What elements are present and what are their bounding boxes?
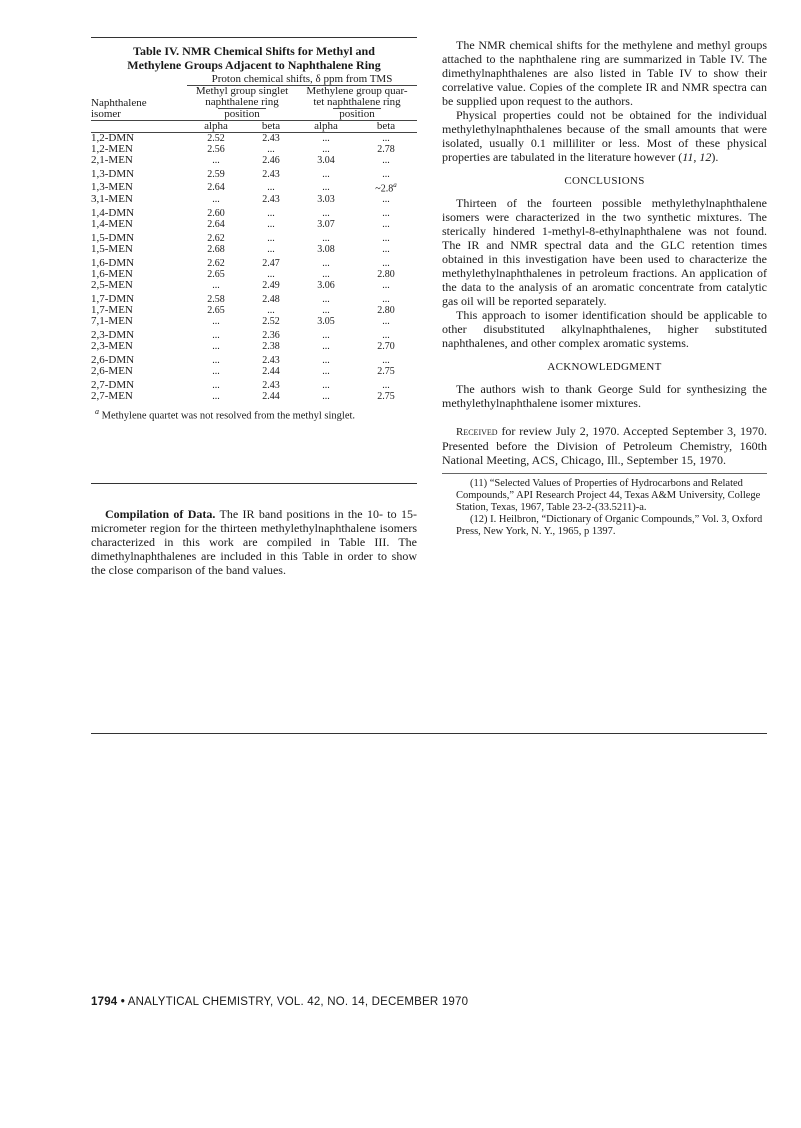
- shift-cell: 2.48: [262, 294, 280, 306]
- shift-cell: 2.52: [262, 316, 280, 328]
- shift-cell: 2.46: [262, 155, 280, 166]
- subheader-alpha-methylene: alpha: [297, 121, 355, 133]
- table-row: [91, 352, 417, 366]
- acknowledgment-paragraph: The authors wish to thank George Suld for synthesizing the methylethylnaphthalene isomer mixtures.: [442, 382, 767, 410]
- table-row: [91, 269, 417, 280]
- shift-cell: ...: [382, 380, 390, 392]
- reference-12: (12) I. Heilbron, “Dictionary of Organic Compounds,” Vol. 3, Oxford Press, New York, N. Y., 1965, p 1397.: [456, 514, 763, 537]
- table-caption: [91, 44, 417, 72]
- isomer-header-line-1: Naphthalene: [91, 97, 147, 109]
- shift-cell: ...: [322, 341, 330, 353]
- table-row: [91, 327, 417, 341]
- shift-cell: 3.03: [317, 194, 335, 206]
- shift-cell: 2.80: [377, 269, 395, 281]
- isomer-cell: 1,2-DMN: [91, 132, 135, 144]
- table-row: [91, 166, 417, 180]
- shift-cell: ...: [382, 280, 390, 292]
- shift-cell: 2.43: [262, 194, 280, 206]
- shift-cell: ~2.8$^a$: [375, 181, 397, 195]
- shift-cell: 2.68: [207, 244, 225, 256]
- proton-shift-header: Proton chemical shifts, δ ppm from TMS: [187, 74, 417, 86]
- shift-cell: 2.43: [262, 380, 280, 392]
- received-word: Received: [456, 426, 498, 438]
- conclusions-paragraph-2: This approach to isomer identification should be applicable to other disubstituted alkylnaphthalenes, higher substituted naphthalenes, and other complex aromatic systems.: [442, 308, 767, 350]
- isomer-cell: 1,5-DMN: [91, 232, 135, 245]
- shift-cell: ...: [322, 208, 330, 220]
- shift-cell: ...: [267, 244, 275, 256]
- shift-cell: ...: [322, 144, 330, 155]
- shift-cell: ...: [322, 366, 330, 378]
- table-caption-line-1: Table IV. NMR Chemical Shifts for Methyl and: [133, 44, 375, 58]
- shift-cell: 2.38: [262, 341, 280, 353]
- physical-properties-text: Physical properties could not be obtained for the individual methylethylnaphthalenes because of the small amounts that were isolated, usually 0.1 milliliter or less. Most of these physical properties are tabulated in the literature however (: [442, 108, 767, 164]
- isomer-cell: 2,7-DMN: [91, 379, 135, 392]
- shift-cell: 2.64: [207, 219, 225, 231]
- footnote-ref-mark: a: [393, 181, 397, 189]
- table-row: [91, 230, 417, 244]
- shift-cell: 2.43: [262, 355, 280, 367]
- isomer-cell: 1,4-MEN: [91, 218, 133, 231]
- table-row: [91, 133, 417, 145]
- shift-cell: 2.75: [377, 366, 395, 378]
- shift-cell: 2.52: [207, 133, 225, 144]
- shift-cell: ...: [212, 330, 220, 342]
- shift-cell: ...: [267, 208, 275, 220]
- shift-cell: ...: [212, 380, 220, 392]
- physical-properties-end: ).: [711, 150, 719, 164]
- shift-cell: 2.78: [377, 144, 395, 155]
- methyl-group-header-line-1: Methyl group singlet: [195, 85, 289, 97]
- isomer-header: [91, 86, 187, 121]
- isomer-cell: 3,1-MEN: [91, 193, 133, 206]
- shift-cell: ...: [212, 280, 220, 292]
- shift-cell: ...: [322, 305, 330, 317]
- table-row: [91, 219, 417, 230]
- isomer-cell: 1,3-MEN: [91, 180, 133, 193]
- isomer-cell: 2,3-MEN: [91, 340, 133, 353]
- isomer-cell: 1,7-DMN: [91, 293, 135, 306]
- shift-cell: ...: [212, 355, 220, 367]
- shift-cell: 2.58: [207, 294, 225, 306]
- shift-cell: 2.36: [262, 330, 280, 342]
- shift-cell: 2.47: [262, 258, 280, 270]
- page-footer: [91, 996, 468, 1008]
- nmr-shift-table: [91, 74, 417, 402]
- table-row: [91, 144, 417, 155]
- shift-cell: ...: [382, 294, 390, 306]
- shift-cell: ...: [212, 155, 220, 166]
- shift-cell: 2.65: [207, 305, 225, 317]
- received-text: for review July 2, 1970. Accepted September 3, 1970. Presented before the Division of Petroleum Chemistry, 160th National Meeting, ACS, Chicago, Ill., September 15, 1970.: [442, 424, 767, 467]
- methyl-group-header-line-2: naphthalene ring: [205, 96, 279, 108]
- shift-cell: 3.04: [317, 155, 335, 166]
- isomer-cell: 1,2-MEN: [91, 143, 133, 155]
- table-body: [91, 133, 417, 403]
- table-iv: [91, 44, 417, 423]
- table-row: [91, 391, 417, 402]
- table-row: [91, 255, 417, 269]
- shift-cell: 2.44: [262, 366, 280, 378]
- isomer-cell: 7,1-MEN: [91, 315, 133, 328]
- shift-cell: 2.62: [207, 233, 225, 245]
- shift-cell: ...: [382, 316, 390, 328]
- shift-cell: 2.44: [262, 391, 280, 403]
- shift-cell: ...: [382, 330, 390, 342]
- shift-cell: ...: [322, 269, 330, 281]
- bottom-rule: [91, 733, 767, 734]
- shift-cell: ...: [322, 355, 330, 367]
- table-row: [91, 205, 417, 219]
- conclusions-paragraph-1: Thirteen of the fourteen possible methylethylnaphthalene isomers were characterized in the two synthetic mixtures. The sterically hindered 1-methyl-8-ethylnaphthalene was not found. The IR and NMR spectral data and the GLC retention times obtained in this investigation have been used to characterize the methylethylnaphthalenes in petroleum fractions. An application of the data to the analysis of an aromatic concentrate from catalytic gas oil will be reported separately.: [442, 196, 767, 308]
- isomer-cell: 1,5-MEN: [91, 243, 133, 256]
- right-column: [442, 38, 767, 538]
- shift-cell: ...: [382, 155, 390, 166]
- methyl-group-header: [187, 86, 297, 121]
- methylene-group-header-line-2: tet naphthalene ring: [313, 96, 401, 108]
- shift-cell: ...: [212, 366, 220, 378]
- shift-cell: ...: [382, 169, 390, 180]
- compilation-paragraph: [91, 507, 417, 577]
- isomer-cell: 2,1-MEN: [91, 154, 133, 166]
- isomer-cell: 2,5-MEN: [91, 279, 133, 292]
- page-number: 1794: [91, 996, 118, 1008]
- shift-cell: 2.49: [262, 280, 280, 292]
- shift-cell: 2.64: [207, 181, 225, 193]
- shift-cell: ...: [382, 355, 390, 367]
- shift-cell: 3.08: [317, 244, 335, 256]
- journal-citation: ANALYTICAL CHEMISTRY, VOL. 42, NO. 14, DECEMBER 1970: [127, 996, 469, 1008]
- physical-properties-paragraph: [442, 108, 767, 164]
- references-rule: [442, 473, 767, 474]
- shift-cell: 2.70: [377, 341, 395, 353]
- footnote-text: Methylene quartet was not resolved from the methyl singlet.: [101, 410, 356, 422]
- shift-cell: ...: [322, 294, 330, 306]
- shift-cell: ...: [322, 258, 330, 270]
- shift-cell: ...: [267, 233, 275, 245]
- shift-cell: ...: [382, 244, 390, 256]
- table-row: [91, 366, 417, 377]
- shift-cell: ...: [267, 269, 275, 281]
- subheader-beta-methyl: beta: [245, 121, 297, 133]
- methyl-group-header-line-3: position: [218, 108, 265, 120]
- shift-cell: ...: [267, 181, 275, 193]
- isomer-cell: 2,6-DMN: [91, 354, 135, 367]
- isomer-header-line-2: isomer: [91, 108, 121, 120]
- methylene-group-header-line-1: Methylene group quar-: [306, 85, 408, 97]
- isomer-cell: 2,7-MEN: [91, 390, 133, 403]
- shift-cell: ...: [322, 133, 330, 144]
- shift-cell: ...: [382, 258, 390, 270]
- shift-cell: 2.62: [207, 258, 225, 270]
- compilation-text: The IR band positions in the 10- to 15-micrometer region for the thirteen methylethylnaphthalene isomers characterized in this work are compiled in Table III. The dimethylnaphthalenes are included in this Table in order to show the close comparison of the band values.: [91, 507, 417, 577]
- methylene-group-header: [297, 86, 417, 121]
- shift-cell: 2.60: [207, 208, 225, 220]
- table-row: [91, 316, 417, 327]
- isomer-cell: 1,6-DMN: [91, 257, 135, 270]
- table-row: [91, 155, 417, 166]
- shift-cell: ...: [322, 181, 330, 193]
- methylene-group-header-line-3: position: [333, 108, 380, 120]
- isomer-cell: 1,7-MEN: [91, 304, 133, 317]
- physical-properties-refs: 11, 12: [682, 150, 712, 164]
- shift-cell: ...: [322, 380, 330, 392]
- table-row: [91, 194, 417, 205]
- table-row: [91, 377, 417, 391]
- conclusions-heading: CONCLUSIONS: [564, 175, 645, 187]
- table-end-rule: [91, 483, 417, 484]
- shift-cell: 2.80: [377, 305, 395, 317]
- shift-cell: ...: [267, 144, 275, 155]
- shift-cell: ...: [212, 341, 220, 353]
- table-row: [91, 305, 417, 316]
- table-footnote: [95, 405, 417, 423]
- table-row: [91, 244, 417, 255]
- reference-11: (11) “Selected Values of Properties of Hydrocarbons and Related Compounds,” API Research Project 44, Texas A&M University, College Station, Texas, 1967, Table 23-2-(33.5211)-a.: [456, 478, 761, 513]
- table-caption-line-2: Methylene Groups Adjacent to Naphthalene Ring: [127, 58, 381, 72]
- shift-cell: 3.05: [317, 316, 335, 328]
- subheader-alpha-methyl: alpha: [187, 121, 245, 133]
- table-row: [91, 180, 417, 194]
- shift-cell: ...: [212, 194, 220, 206]
- isomer-cell: 2,6-MEN: [91, 365, 133, 378]
- shift-cell: ...: [382, 194, 390, 206]
- shift-cell: 3.07: [317, 219, 335, 231]
- table-row: [91, 341, 417, 352]
- footer-bullet: •: [120, 996, 126, 1008]
- isomer-cell: 2,3-DMN: [91, 329, 135, 342]
- subheader-beta-methylene: beta: [355, 121, 417, 133]
- table-row: [91, 280, 417, 291]
- isomer-cell: 1,6-MEN: [91, 268, 133, 281]
- shift-cell: 2.56: [207, 144, 225, 155]
- shift-cell: 2.65: [207, 269, 225, 281]
- shift-cell: ...: [382, 233, 390, 245]
- shift-cell: ...: [267, 219, 275, 231]
- table-row: [91, 291, 417, 305]
- nmr-paragraph: The NMR chemical shifts for the methylene and methyl groups attached to the naphthalene ring are summarized in Table IV. The dimethylnaphthalenes are also listed in Table IV to show their correlative value. Copies of the complete IR and NMR spectra can be supplied upon request to the authors.: [442, 38, 767, 108]
- acknowledgment-heading: ACKNOWLEDGMENT: [547, 361, 662, 373]
- shift-cell: ...: [322, 233, 330, 245]
- top-rule: [91, 37, 417, 38]
- shift-cell: ...: [382, 133, 390, 144]
- shift-cell: ...: [322, 330, 330, 342]
- shift-cell: ...: [322, 391, 330, 403]
- shift-cell: ...: [212, 316, 220, 328]
- footnote-mark: a: [95, 407, 99, 417]
- shift-cell: 2.43: [262, 133, 280, 144]
- isomer-cell: 1,3-DMN: [91, 168, 135, 180]
- shift-cell: 2.75: [377, 391, 395, 403]
- shift-cell: ...: [267, 305, 275, 317]
- shift-cell: ...: [322, 169, 330, 180]
- compilation-runin-head: Compilation of Data.: [105, 507, 216, 521]
- isomer-cell: 1,4-DMN: [91, 207, 135, 220]
- shift-cell: ...: [382, 219, 390, 231]
- shift-cell: ...: [212, 391, 220, 403]
- shift-cell: ...: [382, 208, 390, 220]
- shift-cell: 3.06: [317, 280, 335, 292]
- received-note: [442, 424, 767, 467]
- shift-cell: 2.43: [262, 169, 280, 180]
- shift-cell: 2.59: [207, 169, 225, 180]
